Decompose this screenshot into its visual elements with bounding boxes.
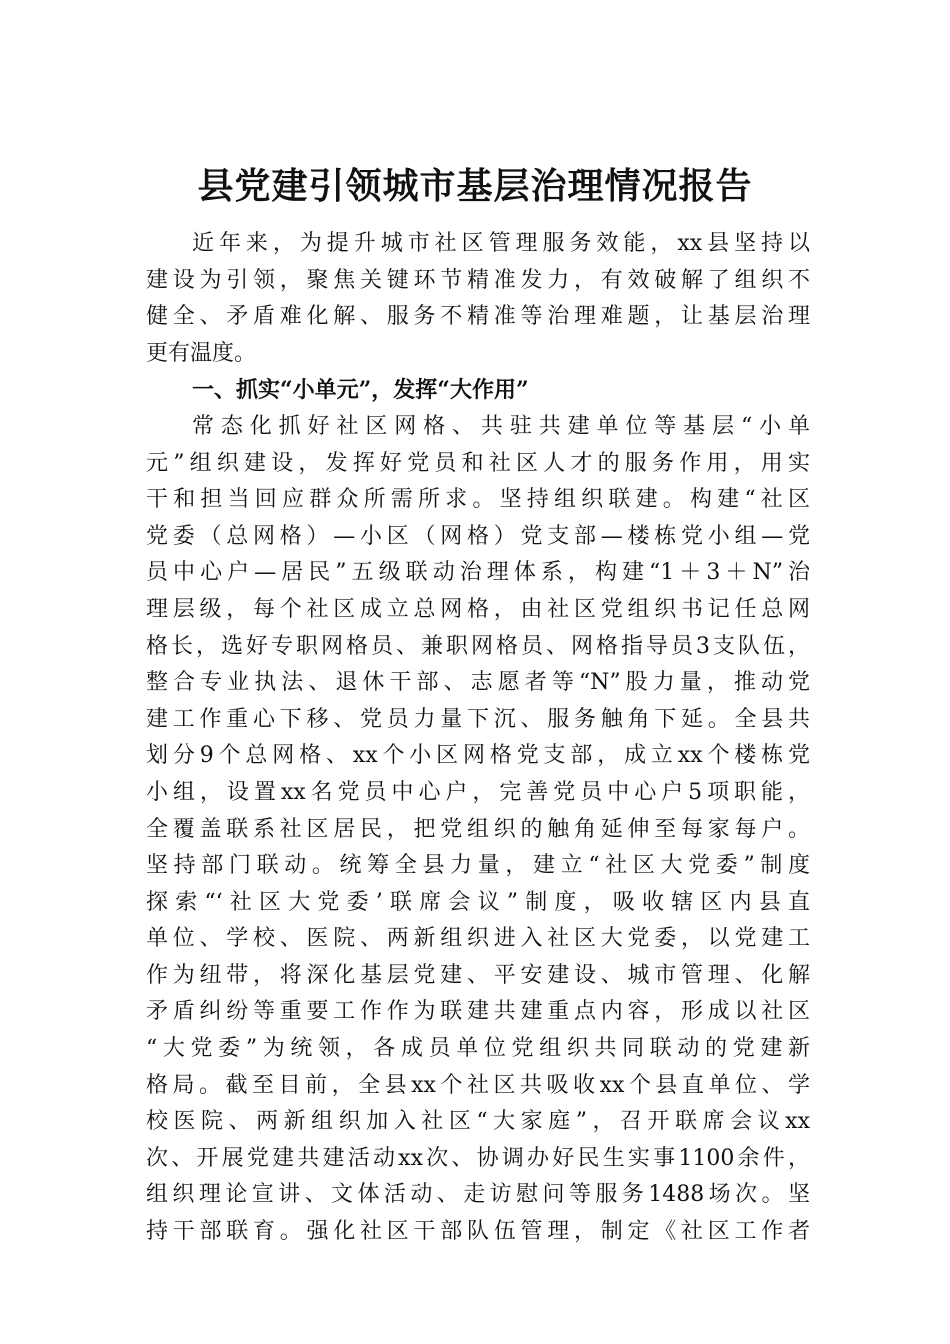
body-text-line: 划分9个总网格、xx个小区网格党支部，成立xx个楼栋党 <box>146 743 810 769</box>
body-text-line: 建工作重心下移、党员力量下沉、服务触角下延。全县共 <box>146 706 810 732</box>
body-text-line: 校医院、两新组织加入社区“大家庭”，召开联席会议xx <box>146 1109 810 1135</box>
body-text-line: 整合专业执法、退休干部、志愿者等“N”股力量，推动党 <box>146 670 810 696</box>
body-text-line: 全覆盖联系社区居民，把党组织的触角延伸至每家每户。 <box>146 816 810 842</box>
body-text-line: 干和担当回应群众所需所求。坚持组织联建。构建“社区 <box>146 487 810 513</box>
body-text-line: 坚持部门联动。统筹全县力量，建立“社区大党委”制度 <box>146 853 810 879</box>
body-text-line: 健全、矛盾难化解、服务不精准等治理难题，让基层治理 <box>146 304 810 330</box>
document-body <box>146 226 810 1251</box>
body-text-line: 作为纽带，将深化基层党建、平安建设、城市管理、化解 <box>146 962 810 988</box>
body-text-line: 单位、学校、医院、两新组织进入社区大党委，以党建工 <box>146 926 810 952</box>
body-text-line: “大党委”为统领，各成员单位党组织共同联动的党建新 <box>146 1036 810 1062</box>
body-text-line: 矛盾纠纷等重要工作作为联建共建重点内容，形成以社区 <box>146 999 810 1025</box>
body-text-line: 小组，设置xx名党员中心户，完善党员中心户5项职能， <box>146 779 810 805</box>
body-text-line: 格局。截至目前，全县xx个社区共吸收xx个县直单位、学 <box>146 1072 810 1098</box>
body-text-line: 建设为引领，聚焦关键环节精准发力，有效破解了组织不 <box>146 267 810 293</box>
body-text-line: 次、开展党建共建活动xx次、协调办好民生实事1100余件， <box>146 1145 810 1171</box>
body-text-line: 近年来，为提升城市社区管理服务效能，xx县坚持以 <box>192 231 810 256</box>
body-text-line: 持干部联育。强化社区干部队伍管理，制定《社区工作者 <box>146 1219 810 1245</box>
body-text-line: 理层级，每个社区成立总网格，由社区党组织书记任总网 <box>146 596 810 622</box>
document-title: 县党建引领城市基层治理情况报告 <box>197 165 753 207</box>
section-heading: 一、抓实“小单元”，发挥“大作用” <box>192 377 529 404</box>
body-text-line: 组织理论宣讲、文体活动、走访慰问等服务1488场次。坚 <box>146 1182 810 1208</box>
body-text-line: 元”组织建设，发挥好党员和社区人才的服务作用，用实 <box>146 450 810 476</box>
body-text-line: 格长，选好专职网格员、兼职网格员、网格指导员3支队伍， <box>146 633 810 659</box>
body-text-line: 员中心户—居民”五级联动治理体系，构建“1＋3＋N”治 <box>146 560 810 586</box>
body-text-line: 党委（总网格）—小区（网格）党支部—楼栋党小组—党 <box>146 523 810 549</box>
body-text-line: 常态化抓好社区网格、共驻共建单位等基层“小单 <box>192 413 810 439</box>
body-text-line: 探索“‘社区大党委’联席会议”制度，吸收辖区内县直 <box>146 889 810 915</box>
body-text-line: 更有温度。 <box>146 340 257 366</box>
